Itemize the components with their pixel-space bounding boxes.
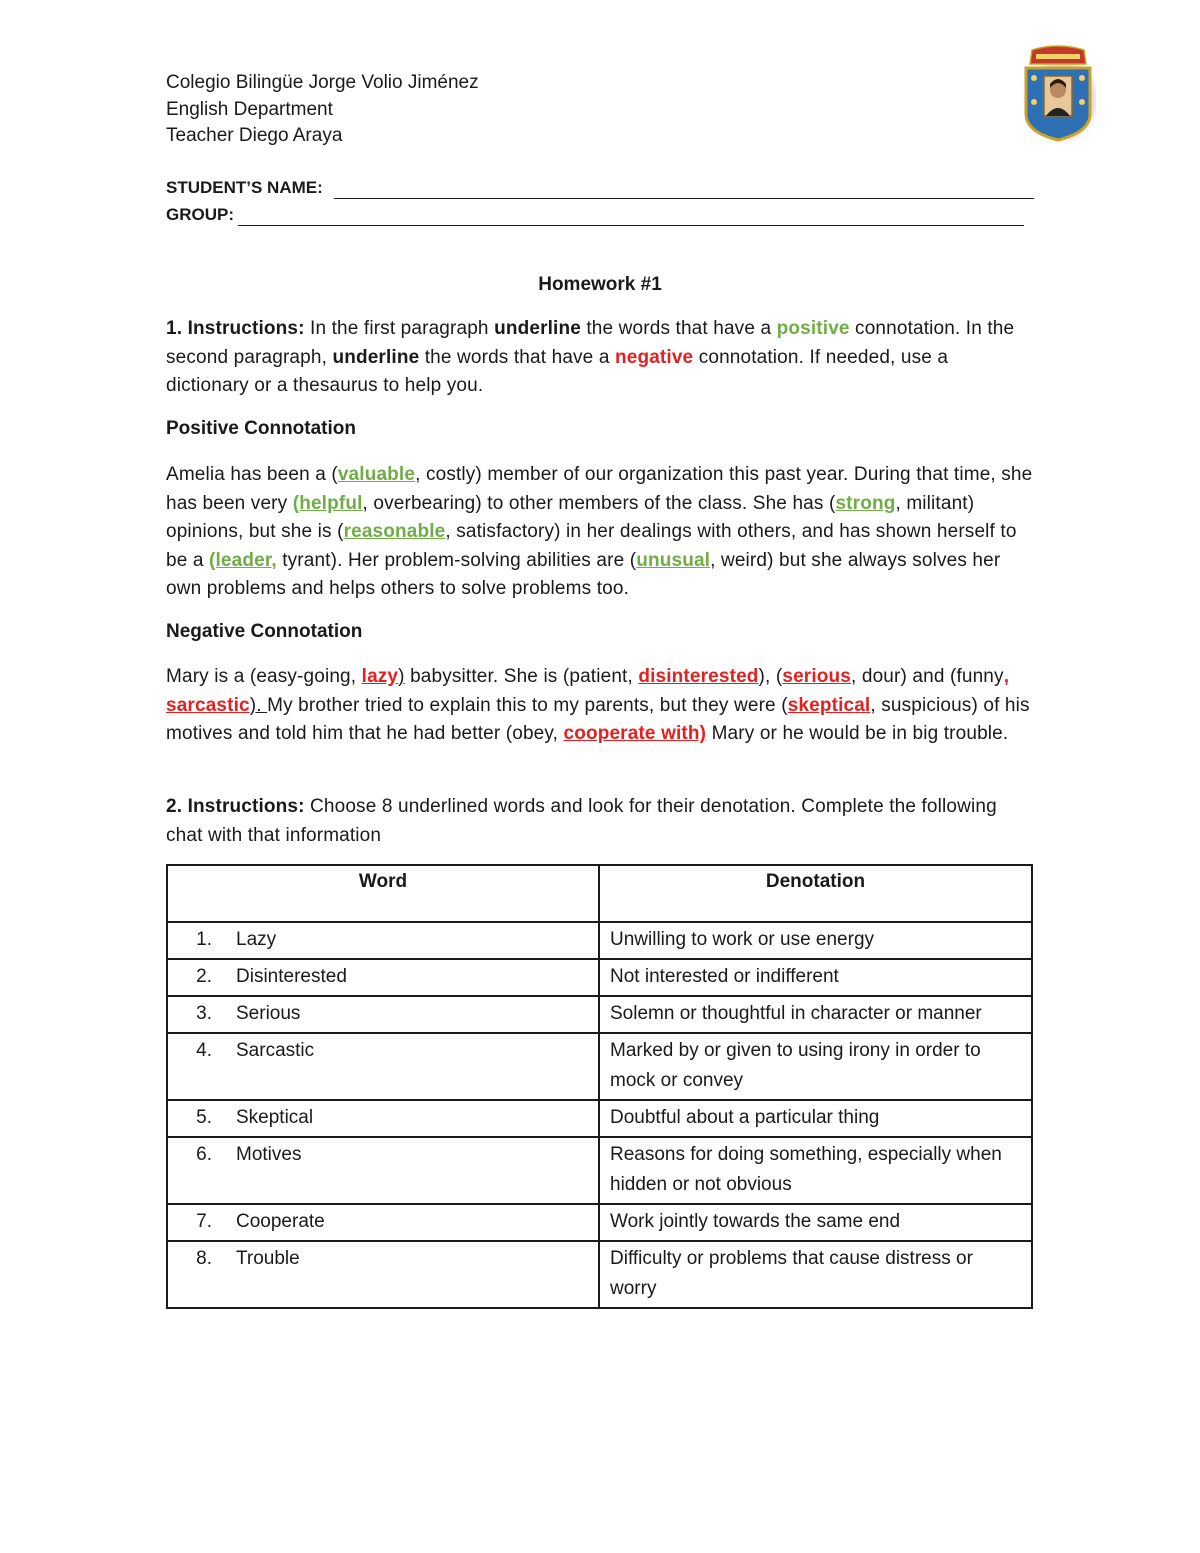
negative-paragraph: Mary is a (easy-going, lazy) babysitter. She is (patient, disinterested), (serious, dour) and (funny, sarcastic). My brother tried to explain this to my parents, but they were (skeptical, suspicious) of his motives and told him that he had better (obey, cooperate with) Mary or he would be in big trouble.: [166, 666, 1030, 744]
table-row: [167, 922, 1032, 959]
denotation-cell: Doubtful about a particular thing: [599, 1100, 1032, 1137]
table-row: [167, 1033, 1032, 1100]
group-line: [238, 225, 1024, 226]
teacher-name: Teacher Diego Araya: [166, 125, 343, 146]
word-cell: 8. Trouble: [167, 1241, 599, 1308]
group-label: GROUP:: [166, 205, 234, 224]
denotation-column-header: Denotation: [599, 865, 1032, 922]
denotation-cell: Unwilling to work or use energy: [599, 922, 1032, 959]
student-name-line: [334, 198, 1034, 199]
denotation-cell: Marked by or given to using irony in order to mock or convey: [599, 1033, 1032, 1100]
school-crest-icon: [1020, 44, 1096, 144]
table-row: [167, 1137, 1032, 1204]
department-name: English Department: [166, 98, 333, 120]
positive-heading: Positive Connotation: [166, 418, 356, 439]
word-column-header: Word: [167, 865, 599, 922]
word-cell: 6. Motives: [167, 1137, 599, 1204]
denotation-cell: Reasons for doing something, especially when hidden or not obvious: [599, 1137, 1032, 1204]
denotation-table: [166, 864, 1033, 1309]
table-row: [167, 996, 1032, 1033]
positive-paragraph: Amelia has been a (valuable, costly) member of our organization this past year. During that time, she has been very (helpful, overbearing) to other members of the class. She has (strong, militant) opinions, but she is (reasonable, satisfactory) in her dealings with others, and has shown herself to be a (leader, tyrant). Her problem-solving abilities are (unusual, weird) but she always solves her own problems and helps others to solve problems too.: [166, 464, 1033, 599]
table-row: [167, 1100, 1032, 1137]
word-cell: 1. Lazy: [167, 922, 599, 959]
denotation-cell: Not interested or indifferent: [599, 959, 1032, 996]
word-cell: 7. Cooperate: [167, 1204, 599, 1241]
denotation-cell: Difficulty or problems that cause distress or worry: [599, 1241, 1032, 1308]
school-header: [166, 70, 479, 150]
table-row: [167, 959, 1032, 996]
table-header-row: [167, 865, 1032, 922]
page-title: Homework #1: [538, 274, 662, 295]
instructions-2: 2. Instructions: Choose 8 underlined words and look for their denotation. Complete the following chat with that information: [166, 796, 997, 846]
negative-heading: Negative Connotation: [166, 621, 363, 642]
table-row: [167, 1204, 1032, 1241]
student-name-field[interactable]: [166, 178, 1034, 202]
denotation-cell: Solemn or thoughtful in character or manner: [599, 996, 1032, 1033]
word-cell: 5. Skeptical: [167, 1100, 599, 1137]
instructions-1: 1. Instructions: In the first paragraph underline the words that have a positive connotation. In the second paragraph, underline the words that have a negative connotation. If needed, use a dictionary or a thesaurus to help you.: [166, 318, 1015, 396]
word-cell: 2. Disinterested: [167, 959, 599, 996]
table-row: [167, 1241, 1032, 1308]
school-name: Colegio Bilingüe Jorge Volio Jiménez: [166, 72, 479, 93]
student-name-label: STUDENT’S NAME:: [166, 178, 323, 197]
word-cell: 3. Serious: [167, 996, 599, 1033]
denotation-cell: Work jointly towards the same end: [599, 1204, 1032, 1241]
word-cell: 4. Sarcastic: [167, 1033, 599, 1100]
group-field[interactable]: [166, 205, 1024, 229]
